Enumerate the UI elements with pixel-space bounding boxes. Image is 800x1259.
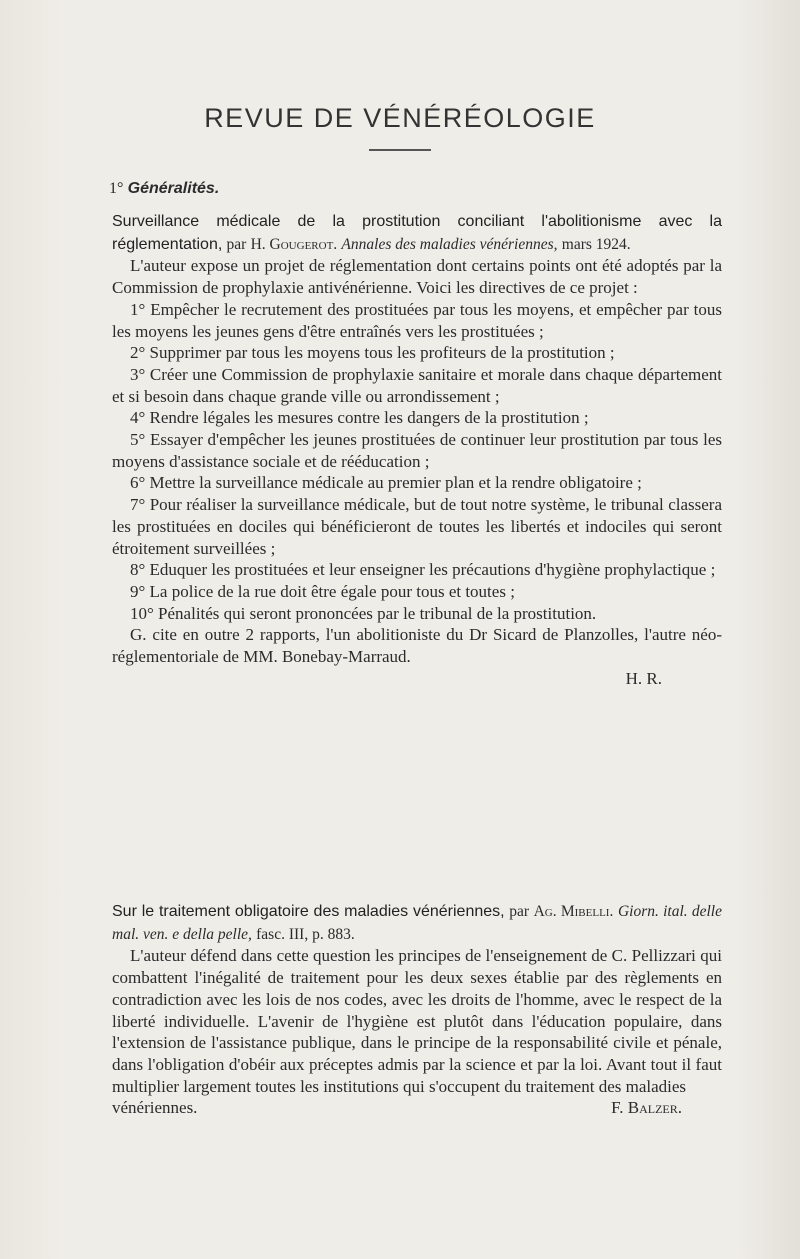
article2-title: Sur le traitement obligatoire des maladies vénériennes, — [112, 903, 505, 920]
title-rule — [369, 149, 431, 151]
article1-item-10: 10° Pénalités qui seront prononcées par le tribunal de la prostitution. — [130, 603, 597, 623]
article1-title: Surveillance médicale de la prostitution conciliant l'abolitionisme avec la réglementation, — [112, 213, 722, 253]
article2-header — [112, 900, 722, 945]
article1-item-3: 3° Créer une Commission de prophylaxie sanitaire et morale dans chaque département et si besoin dans chaque grande ville ou arrondissement ; — [112, 364, 722, 406]
article1-item-4: 4° Rendre légales les mesures contre les dangers de la prostitution ; — [130, 408, 589, 428]
article-traitement — [112, 900, 722, 1119]
article2-body: L'auteur défend dans cette question les principes de l'enseignement de C. Pellizzari qui combattent l'inégalité de traitement pour les deux sexes établie par des règlements en contradiction avec les lois de nos codes, avec les droits de l'homme, avec le respect de la liberté individuelle. L'avenir de l'hygiène est plutôt dans l'éducation populaire, dans l'extension de l'assistance publique, dans le principe de la responsabilité civile et pénale, dans l'obligation d'obéir aux préceptes admis par la science et par la loi. Avant tout il faut multiplier largement toutes les institutions qui s'occupent du traitement des maladies — [112, 946, 722, 1096]
article1-closing: G. cite en outre 2 rapports, l'un abolitioniste du Dr Sicard de Planzolles, l'autre néo-réglementoriale de MM. Bonebay-Marraud. — [112, 625, 722, 667]
article2-ref: fasc. III, p. 883. — [256, 925, 355, 943]
article2-author: Ag. Mibelli. — [533, 903, 614, 920]
article1-item-9: 9° La police de la rue doit être égale pour tous et toutes ; — [130, 581, 515, 601]
article1-item-6: 6° Mettre la surveillance médicale au premier plan et la rendre obligatoire ; — [130, 473, 642, 493]
article2-source: Giorn. ital. delle mal. ven. e della pelle, — [112, 903, 722, 943]
section-heading — [109, 178, 219, 198]
article1-item-2: 2° Supprimer par tous les moyens tous les profiteurs de la prostitution ; — [130, 343, 615, 363]
section-title: Généralités. — [127, 180, 220, 197]
article1-item-5: 5° Essayer d'empêcher les jeunes prostituées de continuer leur prostitution par tous les moyens d'assistance sociale et de rééducation ; — [112, 430, 722, 471]
section-number: 1° — [109, 180, 124, 197]
article1-item-8: 8° Eduquer les prostituées et leur enseigner les précautions d'hygiène prophylactique ; — [130, 560, 716, 580]
article2-signature: F. Balzer. — [611, 1098, 682, 1118]
article1-date: mars 1924. — [561, 235, 631, 253]
article1-header — [112, 210, 722, 255]
article-surveillance — [112, 210, 722, 689]
page-title: REVUE DE VÉNÉRÉOLOGIE — [204, 103, 596, 133]
article1-author: H. Gougerot. — [250, 235, 338, 253]
article1-signature: H. R. — [625, 668, 662, 688]
article1-by: par — [226, 235, 247, 253]
article1-item-7: 7° Pour réaliser la surveillance médicale, but de tout notre système, le tribunal classera les prostituées en dociles qui bénéficieront de toutes les libertés et indociles qui seront étroitement surveillées ; — [112, 495, 722, 558]
article1-intro: L'auteur expose un projet de réglementation dont certains points ont été adoptés par la Commission de prophylaxie antivénérienne. Voici les directives de ce projet : — [112, 256, 722, 298]
article2-last-word: vénériennes. — [112, 1098, 198, 1118]
article1-item-1: 1° Empêcher le recrutement des prostituées par tous les moyens, et empêcher par tous les moyens les jeunes gens d'être entraînés vers les prostituées ; — [112, 299, 722, 341]
article1-source: Annales des maladies vénériennes, — [341, 235, 558, 253]
article2-last-line — [112, 1097, 722, 1119]
article2-by: par — [509, 903, 529, 920]
